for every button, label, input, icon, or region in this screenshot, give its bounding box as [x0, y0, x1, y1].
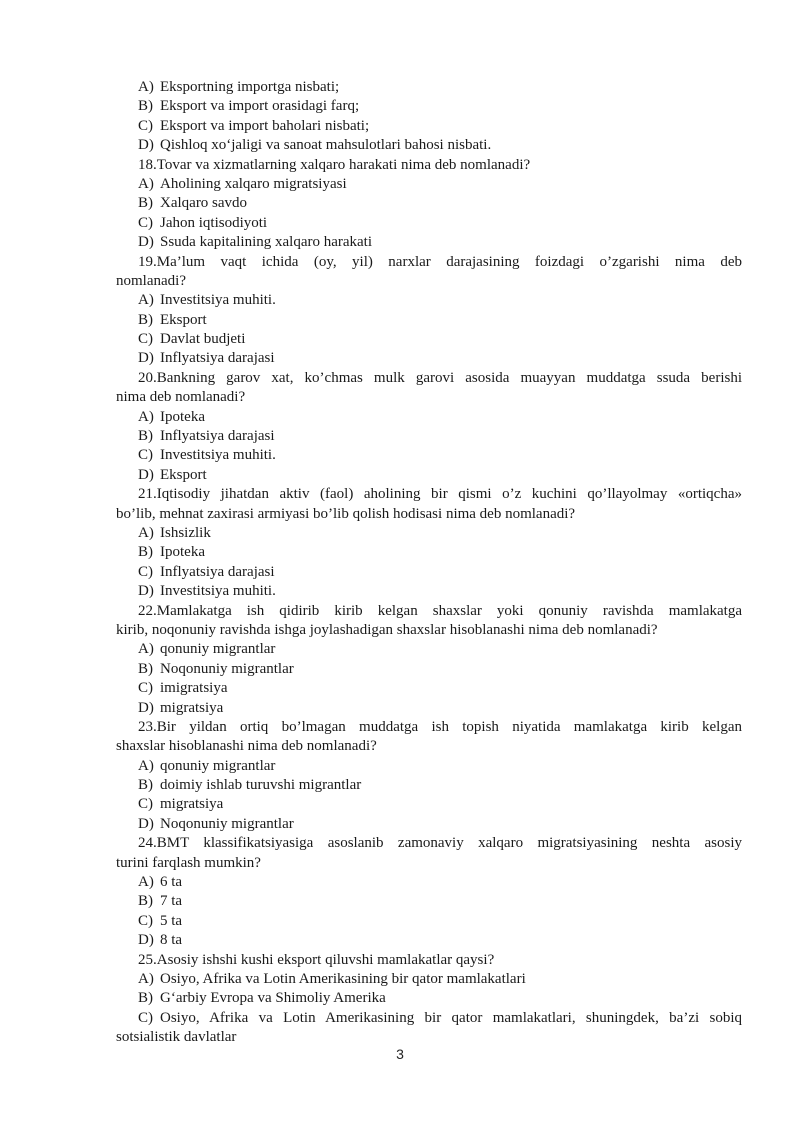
option-letter: B) [138, 893, 153, 910]
question-continuation: bo’lib, mehnat zaxirasi armiyasi bo’lib qolish hodisasi nima deb nomlanadi? [116, 505, 576, 522]
option-letter: B) [138, 544, 153, 561]
option-letter: A) [138, 408, 154, 425]
answer-option [116, 466, 742, 485]
answer-option [116, 524, 742, 543]
question-text: Asosiy ishshi kushi eksport qiluvshi mamlakatlar qaysi? [156, 951, 495, 968]
question-continuation: turini farqlash mumkin? [116, 854, 261, 871]
answer-option [116, 989, 742, 1008]
option-letter: D) [138, 350, 154, 367]
answer-option [116, 214, 742, 233]
option-text: Inflyatsiya darajasi [160, 350, 275, 367]
option-letter: B) [138, 660, 153, 677]
option-text: 5 ta [160, 912, 183, 929]
option-text: Ipoteka [160, 408, 205, 425]
answer-option [116, 970, 742, 989]
option-letter: B) [138, 98, 153, 115]
option-text: 7 ta [160, 893, 183, 910]
answer-option [116, 291, 742, 310]
answer-option [116, 912, 742, 931]
option-text: qonuniy migrantlar [160, 757, 276, 774]
answer-option [116, 795, 742, 814]
answer-option [116, 330, 742, 349]
answer-option [116, 640, 742, 659]
answer-option [116, 931, 742, 950]
question-continuation: nima deb nomlanadi? [116, 389, 246, 406]
option-letter: A) [138, 175, 154, 192]
option-text: imigratsiya [160, 680, 228, 697]
option-letter: D) [138, 815, 154, 832]
option-text: Eksport [160, 311, 207, 328]
answer-option [116, 136, 742, 155]
question-text: Ma’lum vaqt ichida (oy, yil) narxlar darajasining foizdagi o’zgarishi nima deb [156, 253, 742, 270]
question-number: 20. [138, 369, 157, 386]
option-letter: A) [138, 79, 154, 95]
option-letter: B) [138, 195, 153, 212]
option-letter: A) [138, 524, 154, 541]
question-text: BMT klassifikatsiyasiga asoslanib zamonaviy xalqaro migratsiyasining neshta asosiy [156, 835, 742, 852]
answer-option [116, 582, 742, 601]
question-number: 25. [138, 951, 157, 968]
answer-option [116, 78, 742, 97]
question-text: Bir yildan ortiq bo’lmagan muddatga ish topish niyatida mamlakatga kirib kelgan [156, 718, 742, 735]
answer-option [116, 563, 742, 582]
option-text: Eksport va import orasidagi farq; [160, 98, 360, 115]
answer-option [116, 543, 742, 562]
question-continuation: kirib, noqonuniy ravishda ishga joylashadigan shaxslar hisoblanashi nima deb nomlanadi? [116, 621, 658, 638]
option-text: Osiyo, Afrika va Lotin Amerikasining bir qator mamlakatlari [160, 970, 526, 987]
option-text: Aholining xalqaro migratsiyasi [160, 175, 347, 192]
question-line [116, 602, 742, 621]
answer-option [116, 117, 742, 136]
question-text: Bankning garov xat, ko’chmas mulk garovi asosida muayyan muddatga ssuda berishi [156, 369, 742, 386]
option-text: Investitsiya muhiti. [160, 292, 276, 309]
answer-option [116, 446, 742, 465]
answer-option [116, 815, 742, 834]
answer-option [116, 699, 742, 718]
option-letter: A) [138, 757, 154, 774]
option-letter: B) [138, 990, 153, 1007]
question-text: Tovar va xizmatlarning xalqaro harakati nima deb nomlanadi? [156, 156, 531, 173]
question-line [116, 951, 742, 970]
answer-option [116, 175, 742, 194]
option-text: doimiy ishlab turuvshi migrantlar [160, 777, 362, 794]
option-letter: D) [138, 583, 154, 600]
option-letter: B) [138, 777, 153, 794]
option-text: Jahon iqtisodiyoti [160, 214, 268, 231]
option-letter: D) [138, 932, 154, 949]
option-text: qonuniy migrantlar [160, 641, 276, 658]
question-text: Mamlakatga ish qidirib kirib kelgan shaxslar yoki qonuniy ravishda mamlakatga [156, 602, 742, 619]
option-letter: D) [138, 234, 154, 251]
question-number: 23. [138, 718, 157, 735]
option-text: Eksportning importga nisbati; [160, 79, 340, 95]
option-letter: C) [138, 331, 153, 348]
option-letter: C) [138, 563, 153, 580]
question-number: 18. [138, 156, 157, 173]
answer-option [116, 233, 742, 252]
question-continuation: shaxslar hisoblanashi nima deb nomlanadi? [116, 738, 377, 755]
option-text: 6 ta [160, 874, 183, 891]
option-letter: C) [138, 680, 153, 697]
question-continuation: sotsialistik davlatlar [116, 1029, 237, 1046]
option-text: Ishsizlik [160, 524, 211, 541]
answer-option [116, 349, 742, 368]
option-text: Xalqaro savdo [160, 195, 248, 212]
question-line [116, 369, 742, 388]
question-line [116, 834, 742, 853]
option-text: Ssuda kapitalining xalqaro harakati [160, 234, 373, 251]
answer-option [116, 194, 742, 213]
answer-option [116, 776, 742, 795]
option-letter: B) [138, 311, 153, 328]
page-number: 3 [396, 1046, 404, 1062]
option-text: Eksport [160, 466, 207, 483]
option-text: Osiyo, Afrika va Lotin Amerikasining bir qator mamlakatlari, shuningdek, ba’zi sobiq [160, 1009, 742, 1026]
option-text: Inflyatsiya darajasi [160, 563, 275, 580]
option-letter: B) [138, 428, 153, 445]
option-letter: A) [138, 874, 154, 891]
question-number: 19. [138, 253, 157, 270]
question-line [116, 718, 742, 737]
answer-option [116, 408, 742, 427]
option-letter: A) [138, 641, 154, 658]
option-letter: D) [138, 137, 154, 154]
option-letter: C) [138, 117, 153, 134]
answer-option [116, 660, 742, 679]
answer-option [116, 1009, 742, 1028]
question-list [116, 78, 742, 1048]
question-number: 21. [138, 486, 157, 503]
answer-option [116, 97, 742, 116]
answer-option [116, 311, 742, 330]
option-letter: D) [138, 466, 154, 483]
question-continuation: nomlanadi? [116, 272, 186, 289]
question-line [116, 253, 742, 272]
answer-option [116, 757, 742, 776]
option-text: 8 ta [160, 932, 183, 949]
option-letter: C) [138, 912, 153, 929]
option-letter: A) [138, 970, 154, 987]
question-line [116, 156, 742, 175]
answer-option [116, 892, 742, 911]
option-text: Investitsiya muhiti. [160, 583, 276, 600]
option-letter: C) [138, 214, 153, 231]
answer-option [116, 427, 742, 446]
option-text: G‘arbiy Evropa va Shimoliy Amerika [160, 990, 386, 1007]
question-text: Iqtisodiy jihatdan aktiv (faol) aholining bir qismi o’z kuchini qo’llayolmay «ortiqcha» [156, 486, 742, 503]
option-letter: C) [138, 796, 153, 813]
option-text: Noqonuniy migrantlar [160, 815, 294, 832]
option-letter: D) [138, 699, 154, 716]
option-letter: C) [138, 447, 153, 464]
option-letter: A) [138, 292, 154, 309]
option-text: Investitsiya muhiti. [160, 447, 276, 464]
option-text: Noqonuniy migrantlar [160, 660, 294, 677]
question-number: 24. [138, 835, 157, 852]
option-text: Davlat budjeti [160, 331, 246, 348]
answer-option [116, 873, 742, 892]
question-line [116, 485, 742, 504]
option-text: Eksport va import baholari nisbati; [160, 117, 370, 134]
question-number: 22. [138, 602, 157, 619]
answer-option [116, 679, 742, 698]
option-text: Qishloq xo‘jaligi va sanoat mahsulotlari bahosi nisbati. [160, 137, 492, 154]
option-text: Ipoteka [160, 544, 205, 561]
option-text: migratsiya [160, 699, 224, 716]
option-text: migratsiya [160, 796, 224, 813]
option-letter: C) [138, 1009, 153, 1026]
option-text: Inflyatsiya darajasi [160, 428, 275, 445]
